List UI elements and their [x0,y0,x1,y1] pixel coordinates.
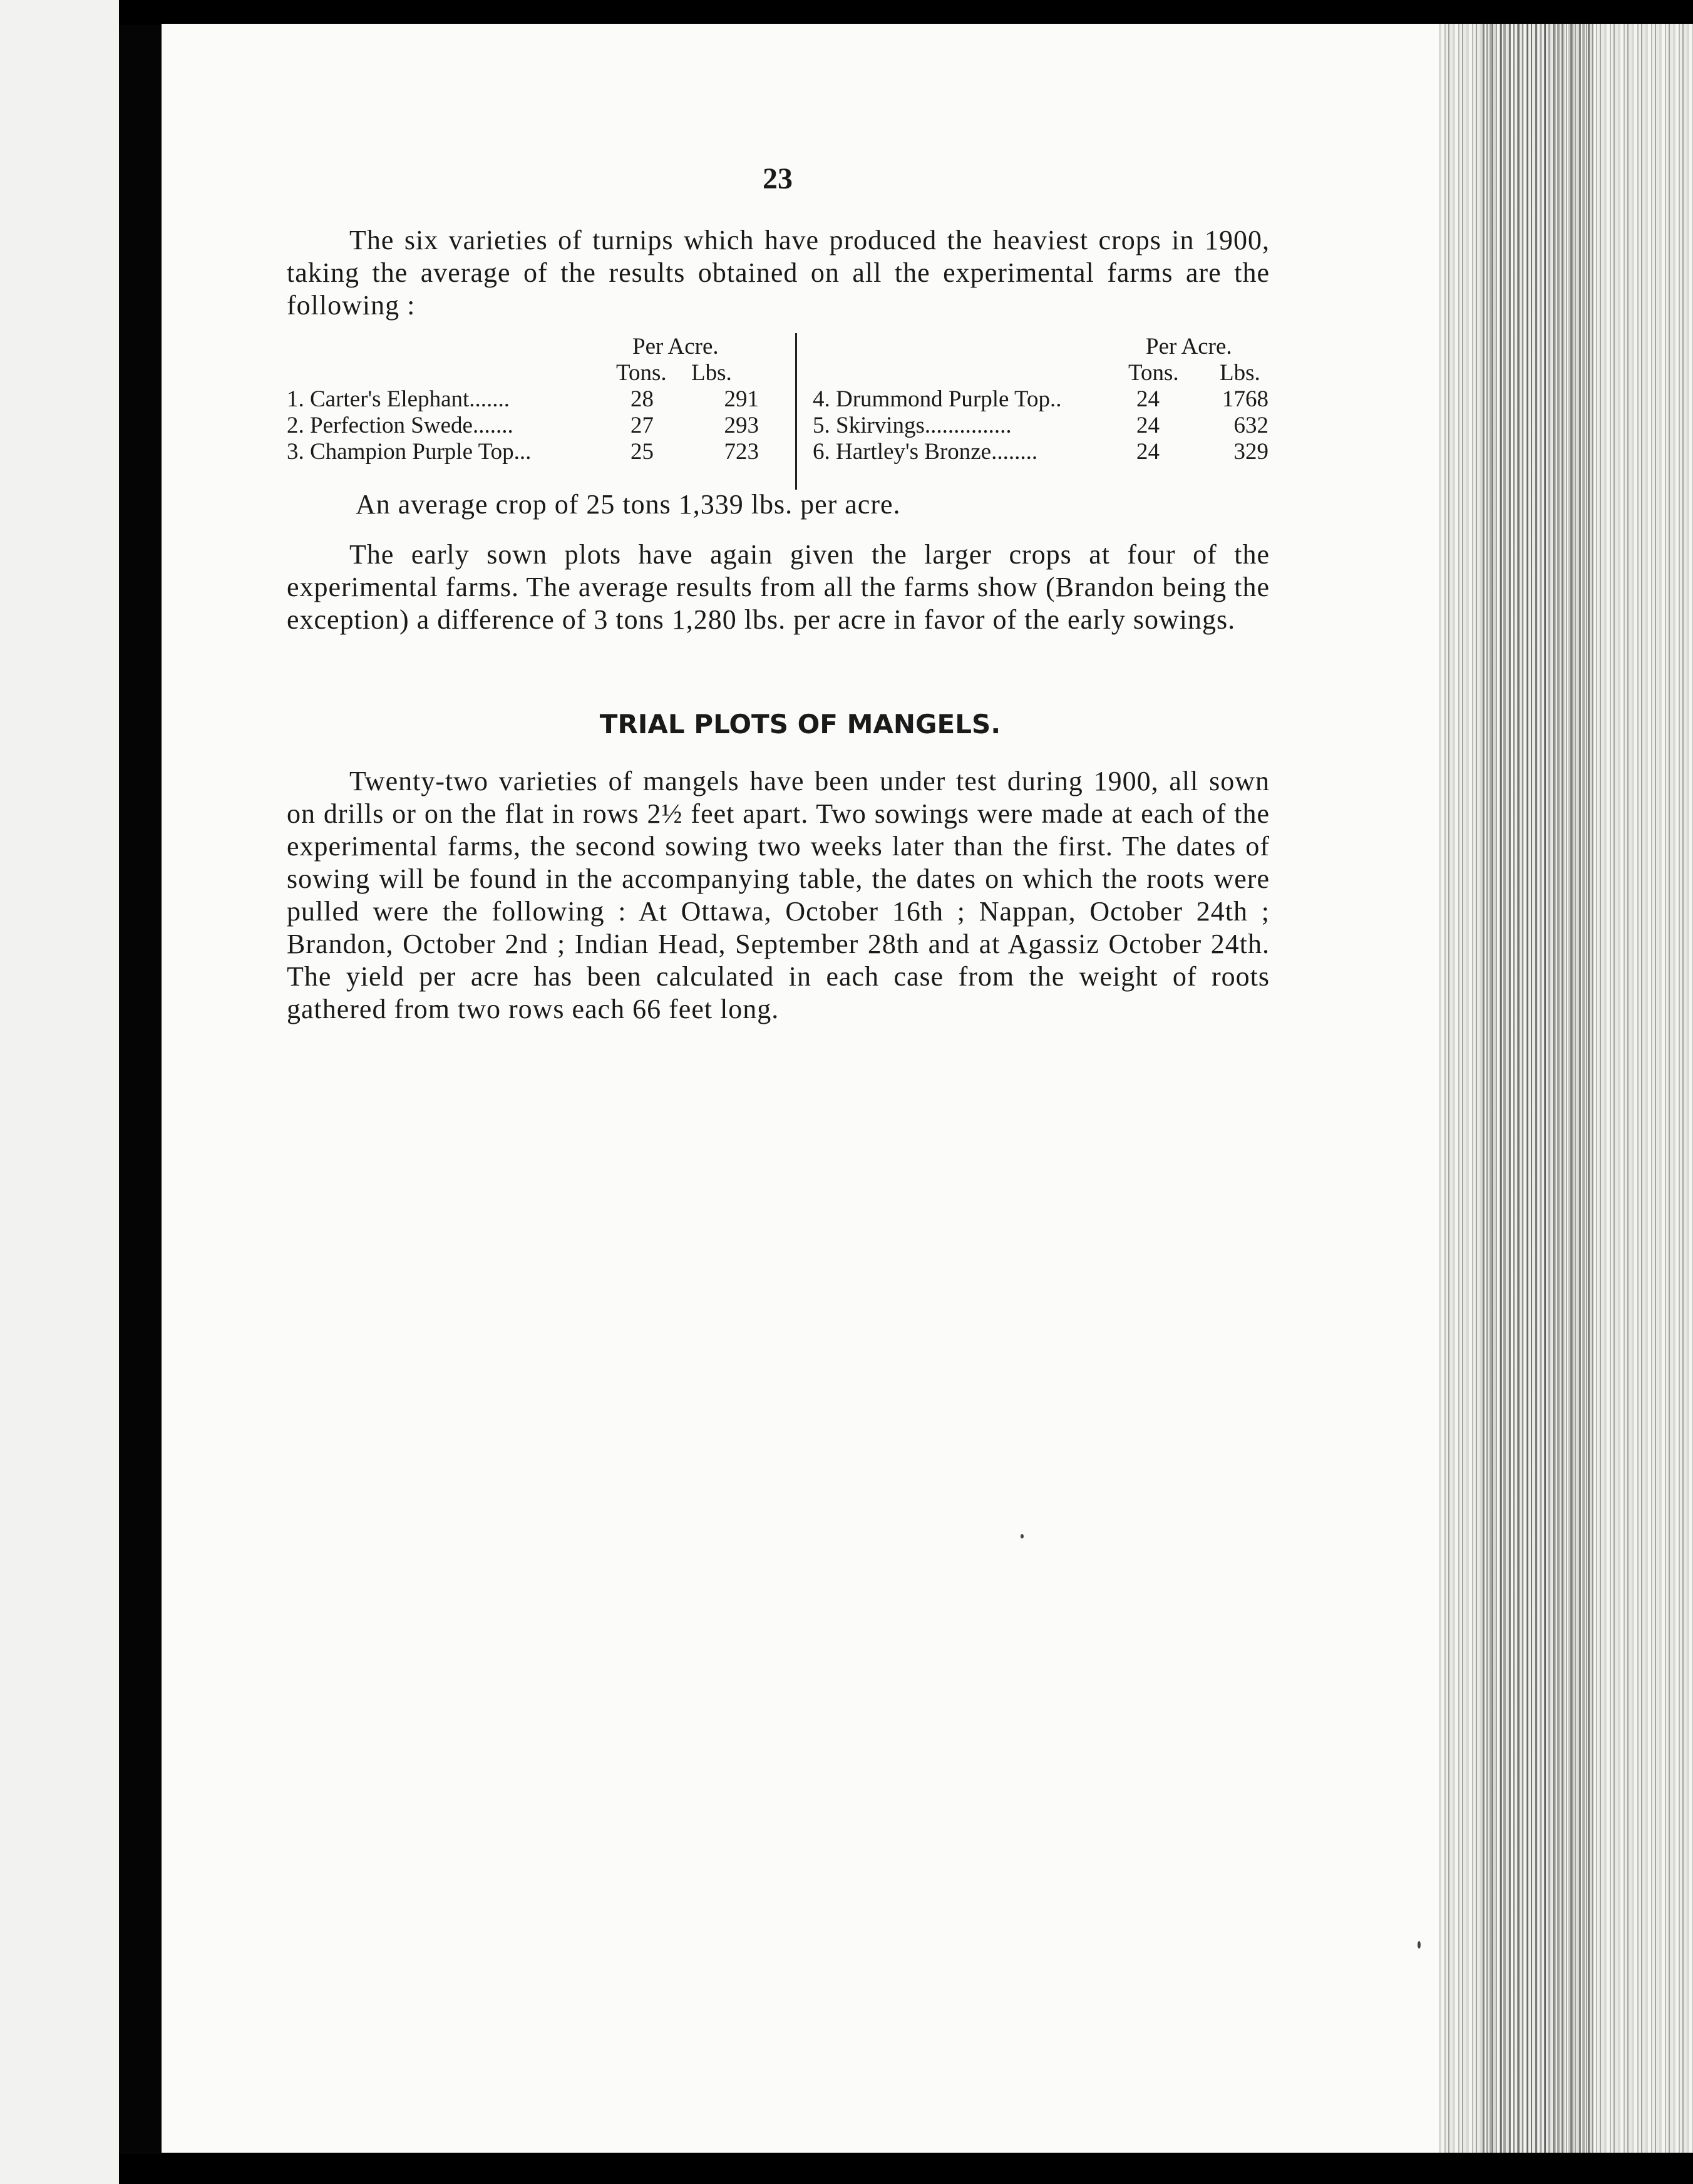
table-row-tons: 24 [1136,386,1160,412]
page-number: 23 [763,162,793,195]
average-crop-line: An average crop of 25 tons 1,339 lbs. per acre. [356,489,901,520]
table-row-name: 3. Champion Purple Top... [287,439,532,465]
book-gutter [119,25,163,2154]
tons-header-left: Tons. [616,360,667,386]
table-row-tons: 28 [630,386,654,412]
table-row-tons: 25 [630,439,654,465]
lbs-header-left: Lbs. [691,360,732,386]
table-row-tons: 24 [1136,413,1160,438]
table-row-lbs: 723 [724,439,759,465]
mangels-paragraph: Twenty-two varieties of mangels have been under test during 1900, all sown on drills or on the flat in rows 2½ feet apart. Two sowings were made at each of the experimental farms, the second sowing two weeks later than the first. The dates of sowing will be found in the accompanying table, the dates on which the roots were pulled were the following : At Ottawa, October 16th ; Nappan, October 24th ; Brandon, October 2nd ; Indian Head, September 28th and at Agassiz October 24th. The yield per acre has been calculated in each case from the weight of roots gathered from two rows each 66 feet long. [287,766,1270,1024]
intro-paragraph: The six varieties of turnips which have produced the heaviest crops in 1900, taking the average of the results obtained on all the experimental farms are the following : [287,225,1270,321]
section-heading: TRIAL PLOTS OF MANGELS. [599,709,1001,739]
book-page [162,24,1439,2153]
table-divider [795,333,797,490]
table-row-tons: 27 [630,413,654,438]
table-row-tons: 24 [1136,439,1160,465]
tons-header-right: Tons. [1128,360,1179,386]
table-row-name: 2. Perfection Swede....... [287,413,513,438]
table-row-lbs: 291 [724,386,759,412]
table-row-name: 1. Carter's Elephant....... [287,386,510,412]
table-row-name: 4. Drummond Purple Top.. [813,386,1062,412]
page-edges [1439,24,1693,2153]
per-acre-label-left: Per Acre. [632,334,719,359]
table-row-lbs: 329 [1233,439,1268,465]
table-row-lbs: 632 [1233,413,1268,438]
facing-page [0,0,119,2184]
scan-speck [1418,1941,1421,1949]
scan-speck [1021,1534,1024,1538]
lbs-header-right: Lbs. [1220,360,1260,386]
table-row-name: 6. Hartley's Bronze........ [813,439,1038,465]
early-sowing-paragraph: The early sown plots have again given the larger crops at four of the experimental farms. The average results from all the farms show (Brandon being the exception) a difference of 3 tons 1,280 lbs. per acre in favor of the early sowings. [287,539,1270,635]
table-row-lbs: 293 [724,413,759,438]
table-row-lbs: 1768 [1222,386,1268,412]
table-row-name: 5. Skirvings............... [813,413,1012,438]
per-acre-label-right: Per Acre. [1146,334,1232,359]
